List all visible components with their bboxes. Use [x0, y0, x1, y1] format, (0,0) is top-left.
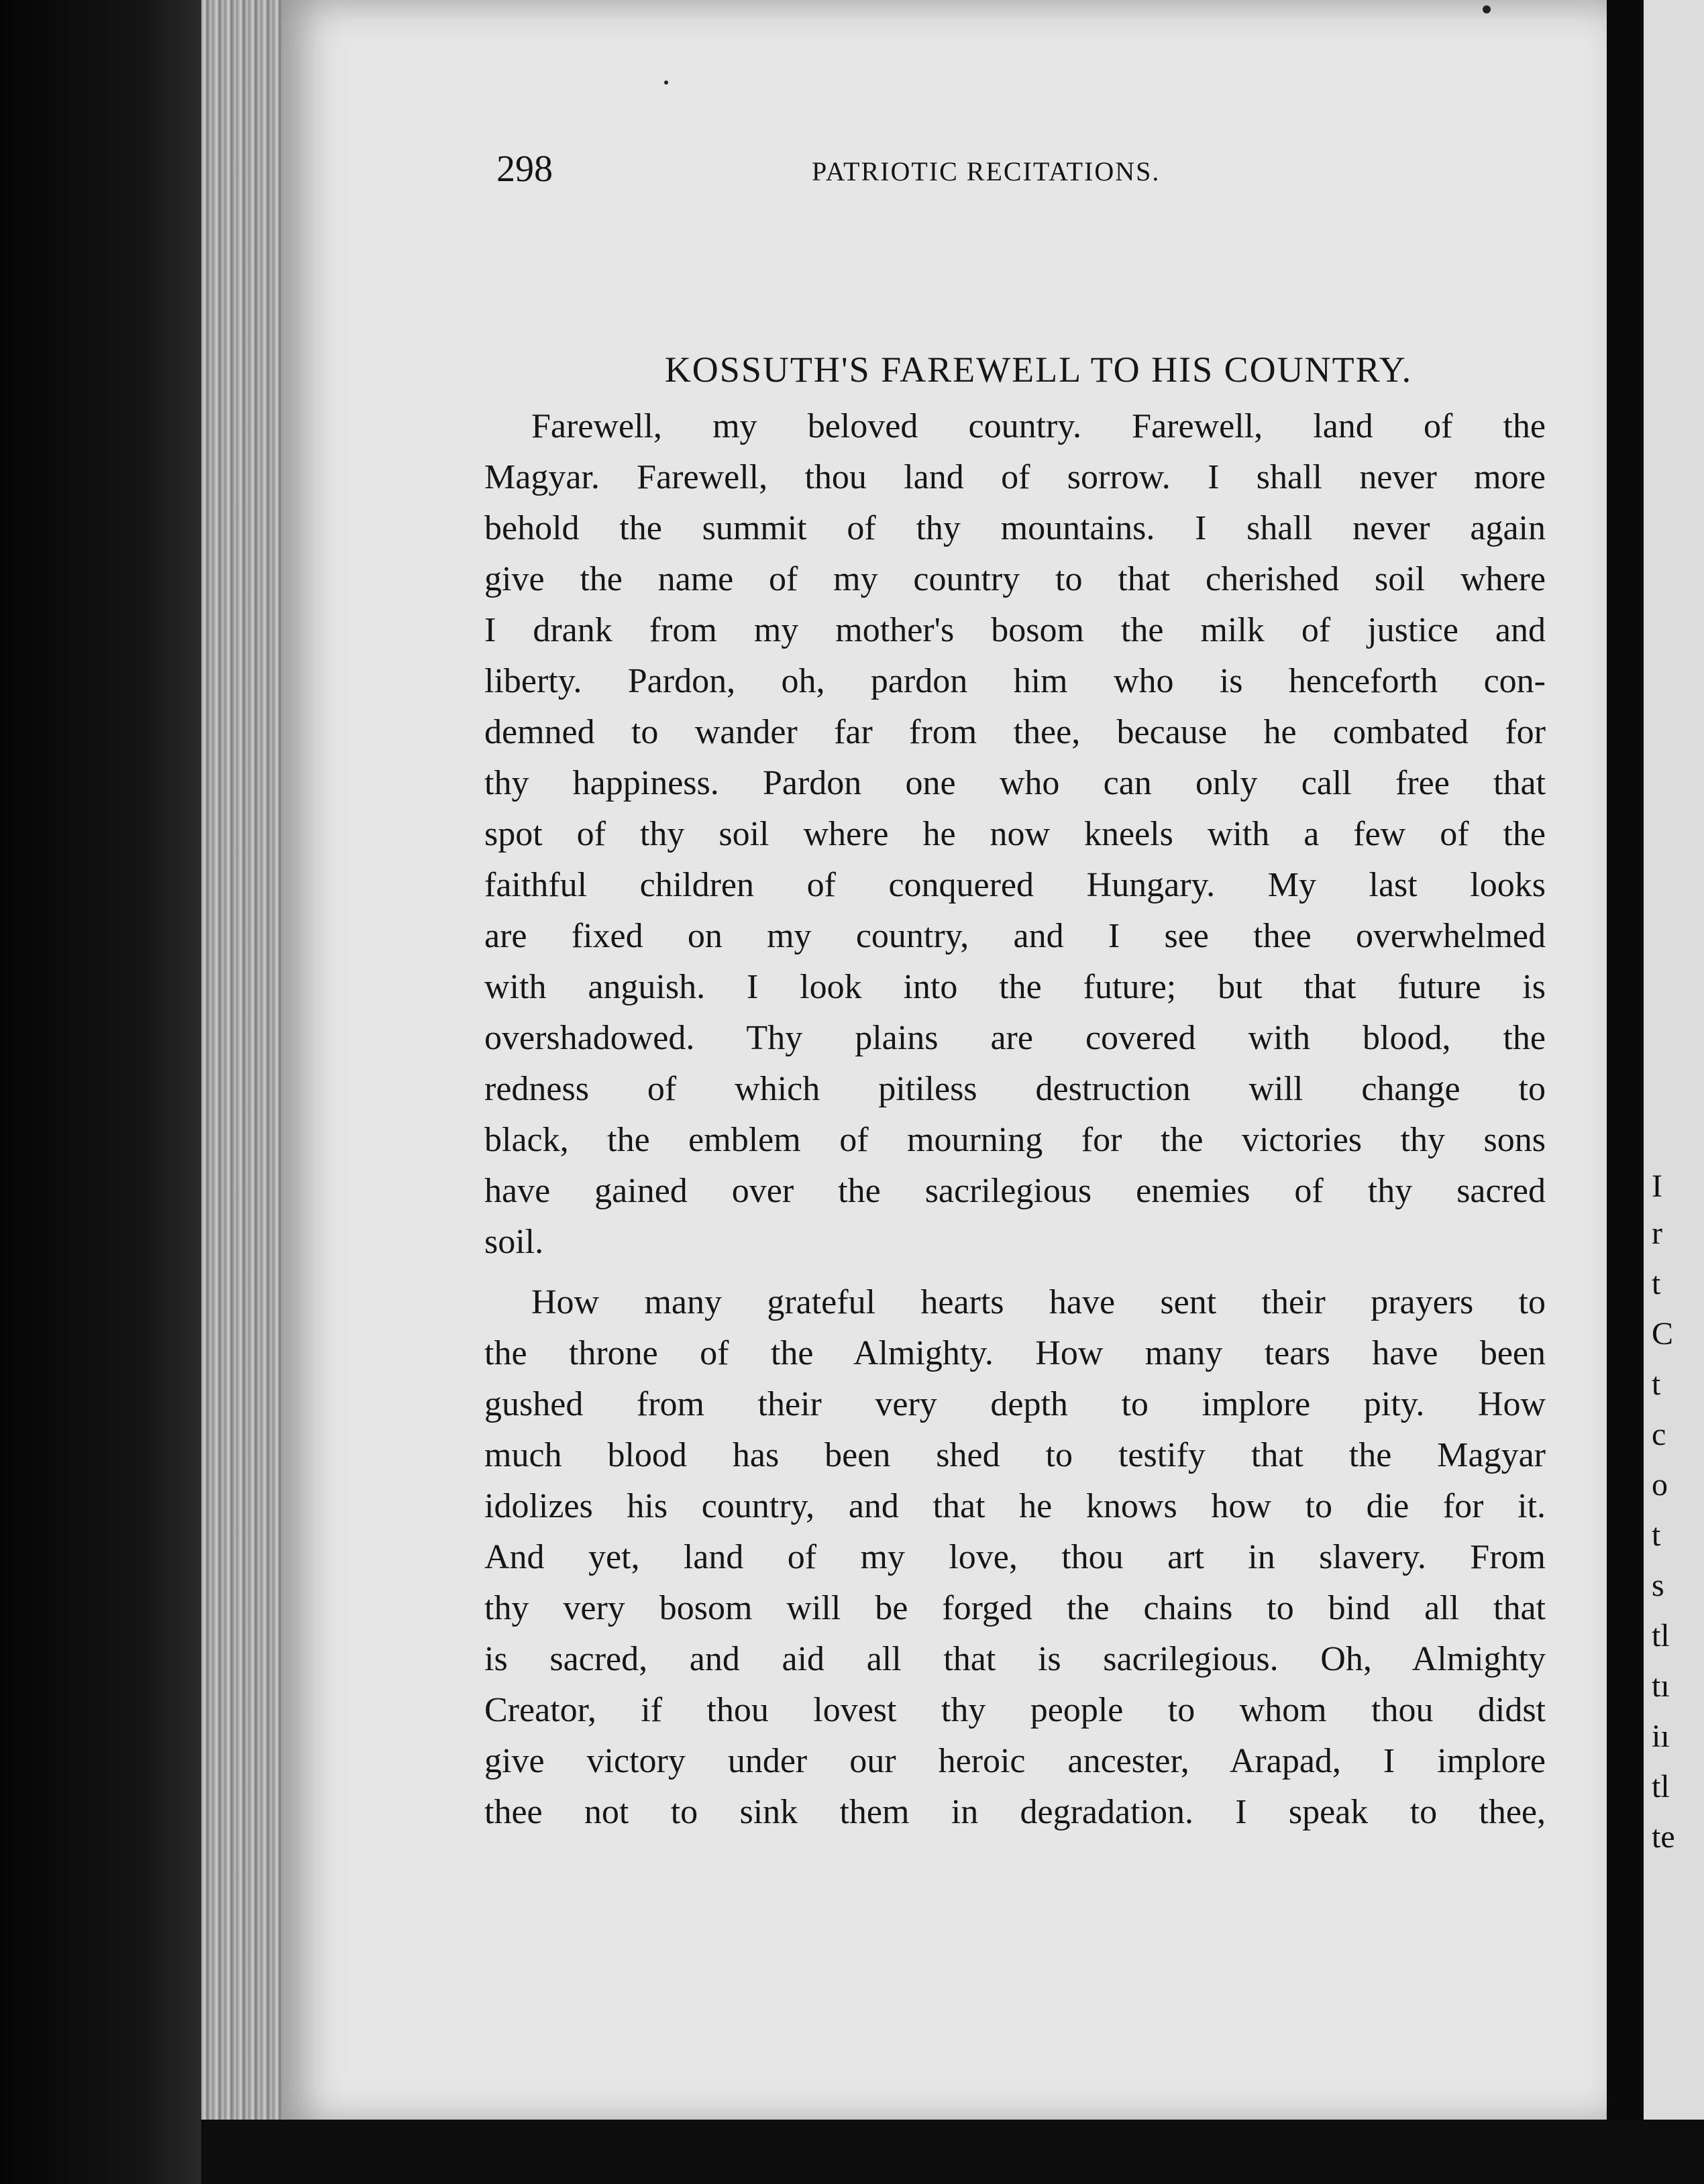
text-line: Farewell, my beloved country. Farewell, land of the	[531, 407, 1546, 445]
text-line: And yet, land of my love, thou art in slavery. From	[484, 1538, 1546, 1576]
paragraph-2	[484, 1277, 1546, 1838]
text-line: black, the emblem of mourning for the victories thy sons	[484, 1121, 1546, 1159]
text-line: soil.	[484, 1223, 544, 1261]
text-line: much blood has been shed to testify that the Magyar	[484, 1436, 1546, 1474]
facing-page-fragment: t	[1652, 1517, 1661, 1553]
article-title: KOSSUTH'S FAREWELL TO HIS COUNTRY.	[664, 349, 1413, 390]
text-line: idolizes his country, and that he knows how to die for it.	[484, 1487, 1546, 1525]
facing-page-fragment: c	[1652, 1417, 1666, 1452]
facing-page-fragment: te	[1652, 1819, 1675, 1855]
text-line: redness of which pitiless destruction will change to	[484, 1070, 1546, 1108]
page-number: 298	[496, 148, 553, 190]
facing-page-fragment: t	[1652, 1266, 1661, 1301]
facing-page-fragment: r	[1652, 1215, 1662, 1251]
ink-speck	[1483, 5, 1491, 13]
text-line: Creator, if thou lovest thy people to whom thou didst	[484, 1691, 1546, 1729]
text-line: spot of thy soil where he now kneels with a few of the	[484, 815, 1546, 853]
text-line: the throne of the Almighty. How many tears have been	[484, 1334, 1546, 1372]
text-line: demned to wander far from thee, because he combated for	[484, 713, 1546, 751]
facing-page-fragment: o	[1652, 1467, 1668, 1503]
page-edges	[201, 0, 288, 2146]
text-line: with anguish. I look into the future; but that future is	[484, 968, 1546, 1006]
text-line: faithful children of conquered Hungary. My last looks	[484, 866, 1546, 904]
bottom-shadow	[201, 2120, 1704, 2184]
text-line: liberty. Pardon, oh, pardon him who is henceforth con-	[484, 662, 1546, 700]
facing-page-edge	[1644, 0, 1704, 2146]
text-line: thy happiness. Pardon one who can only call free that	[484, 764, 1546, 802]
running-head	[496, 148, 1261, 195]
text-line: thee not to sink them in degradation. I speak to thee,	[484, 1793, 1546, 1831]
text-line: are fixed on my country, and I see thee overwhelmed	[484, 917, 1546, 955]
ink-speck	[664, 80, 668, 85]
text-line: have gained over the sacrilegious enemies of thy sacred	[484, 1172, 1546, 1210]
article	[484, 349, 1546, 1838]
text-line: Magyar. Farewell, thou land of sorrow. I shall never more	[484, 458, 1546, 496]
facing-page-fragment: s	[1652, 1568, 1664, 1603]
text-line: I drank from my mother's bosom the milk of justice and	[484, 611, 1546, 649]
text-line: behold the summit of thy mountains. I shall never again	[484, 509, 1546, 547]
facing-page-fragment: tı	[1652, 1668, 1670, 1704]
facing-page-fragment: tl	[1652, 1618, 1670, 1653]
text-line: give the name of my country to that cherished soil where	[484, 560, 1546, 598]
facing-page-fragment: iı	[1652, 1718, 1670, 1754]
running-title: PATRIOTIC RECITATIONS.	[812, 156, 1161, 186]
text-line: How many grateful hearts have sent their prayers to	[531, 1283, 1546, 1321]
text-line: thy very bosom will be forged the chains to bind all that	[484, 1589, 1546, 1627]
paragraph-1	[484, 401, 1546, 1268]
facing-page-fragment: I	[1652, 1168, 1662, 1204]
facing-page-fragment: tl	[1652, 1769, 1670, 1804]
text-line: overshadowed. Thy plains are covered with blood, the	[484, 1019, 1546, 1057]
book-gutter	[1607, 0, 1644, 2184]
text-line: gushed from their very depth to implore pity. How	[484, 1385, 1546, 1423]
facing-page-fragment: C	[1652, 1316, 1674, 1352]
book-binding-shadow	[0, 0, 201, 2184]
facing-page-fragment: t	[1652, 1366, 1661, 1402]
text-line: give victory under our heroic ancester, Arapad, I implore	[484, 1742, 1546, 1780]
text-line: is sacred, and aid all that is sacrilegious. Oh, Almighty	[484, 1640, 1546, 1678]
